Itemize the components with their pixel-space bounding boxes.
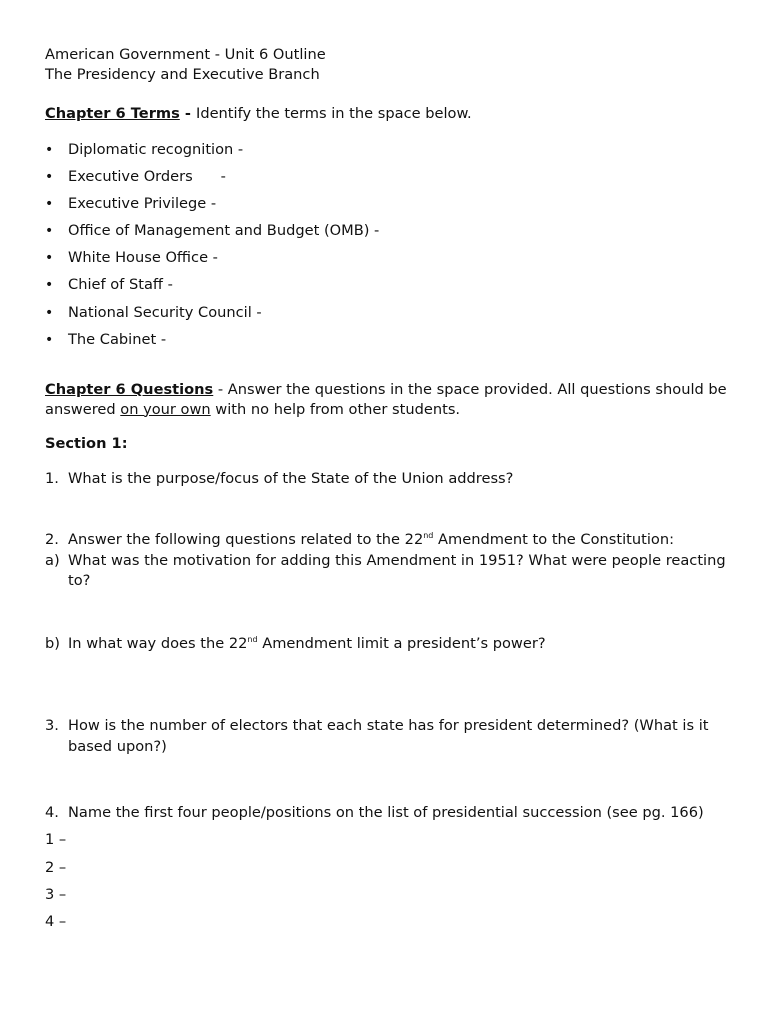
term-item bbox=[45, 221, 735, 248]
question-number: b) bbox=[45, 634, 60, 652]
terms-list bbox=[45, 140, 735, 357]
term-item bbox=[45, 167, 735, 194]
term-label: Diplomatic recognition - bbox=[68, 141, 244, 158]
bullet-icon: • bbox=[45, 304, 54, 321]
terms-heading-dash: - bbox=[179, 105, 197, 122]
term-item bbox=[45, 330, 735, 357]
term-item bbox=[45, 275, 735, 302]
terms-heading: Chapter 6 Terms bbox=[45, 105, 180, 122]
questions-heading: Chapter 6 Questions bbox=[45, 380, 214, 398]
bullet-icon: • bbox=[45, 331, 54, 348]
ordinal-superscript: nd bbox=[247, 635, 258, 645]
question-text-part: Amendment limit a president’s power? bbox=[257, 634, 546, 652]
question-3 bbox=[45, 716, 735, 757]
questions-heading-line bbox=[45, 380, 735, 420]
question-2 bbox=[45, 530, 735, 551]
question-number: 4. bbox=[45, 804, 59, 822]
question-number: 3. bbox=[45, 717, 59, 735]
bullet-icon: • bbox=[45, 196, 54, 213]
succession-item: 2 – bbox=[45, 858, 67, 876]
succession-item: 3 – bbox=[45, 885, 67, 903]
document-page bbox=[45, 45, 735, 935]
term-label: National Security Council - bbox=[68, 303, 262, 321]
questions-instruction-part1: - Answer the questions in the space provided. All questions should be answered bbox=[45, 380, 727, 418]
question-text-part: Amendment to the Constitution: bbox=[433, 531, 674, 549]
question-4 bbox=[45, 799, 735, 826]
bullet-icon: • bbox=[45, 223, 54, 240]
term-label: Executive Privilege - bbox=[68, 195, 217, 213]
question-text-part: Answer the following questions related to the 22 bbox=[68, 531, 424, 549]
document-header bbox=[45, 45, 735, 85]
term-item bbox=[45, 248, 735, 275]
question-1 bbox=[45, 469, 735, 490]
question-text: What was the motivation for adding this Amendment in 1951? What were people reacting to? bbox=[68, 551, 726, 590]
term-item bbox=[45, 140, 735, 167]
questions-instruction-part2: with no help from other students. bbox=[210, 400, 461, 418]
bullet-icon: • bbox=[45, 277, 54, 294]
header-unit-title: The Presidency and Executive Branch bbox=[45, 66, 320, 83]
question-2a bbox=[45, 551, 735, 592]
bullet-icon: • bbox=[45, 142, 54, 158]
questions-instruction-underlined: on your own bbox=[120, 400, 211, 418]
term-label: Office of Management and Budget (OMB) - bbox=[68, 222, 380, 240]
question-2b bbox=[45, 634, 735, 655]
question-text bbox=[68, 531, 674, 548]
succession-item: 1 – bbox=[45, 831, 67, 849]
question-number: 1. bbox=[45, 469, 59, 487]
term-label: Executive Orders - bbox=[68, 168, 226, 186]
bullet-icon: • bbox=[45, 169, 54, 186]
section-label: Section 1: bbox=[45, 435, 128, 453]
bullet-icon: • bbox=[45, 250, 54, 267]
succession-list bbox=[45, 826, 735, 934]
question-number: a) bbox=[45, 551, 60, 569]
question-text-part: In what way does the 22 bbox=[68, 634, 248, 652]
header-course-title: American Government - Unit 6 Outline bbox=[45, 46, 326, 63]
question-text: Name the first four people/positions on the list of presidential succession (see pg. 166) bbox=[68, 804, 704, 822]
terms-instruction: Identify the terms in the space below. bbox=[196, 105, 472, 122]
term-label: White House Office - bbox=[68, 249, 218, 267]
succession-item: 4 – bbox=[45, 912, 67, 930]
question-number: 2. bbox=[45, 531, 59, 549]
question-text: What is the purpose/focus of the State of the Union address? bbox=[68, 469, 514, 487]
ordinal-superscript: nd bbox=[423, 531, 434, 541]
term-label: Chief of Staff - bbox=[68, 276, 173, 294]
question-text bbox=[68, 635, 546, 652]
term-item bbox=[45, 194, 735, 221]
question-text: How is the number of electors that each state has for president determined? (What is it based upon?) bbox=[68, 717, 709, 755]
terms-heading-line bbox=[45, 104, 735, 124]
term-item bbox=[45, 303, 735, 330]
term-label: The Cabinet - bbox=[68, 330, 167, 348]
